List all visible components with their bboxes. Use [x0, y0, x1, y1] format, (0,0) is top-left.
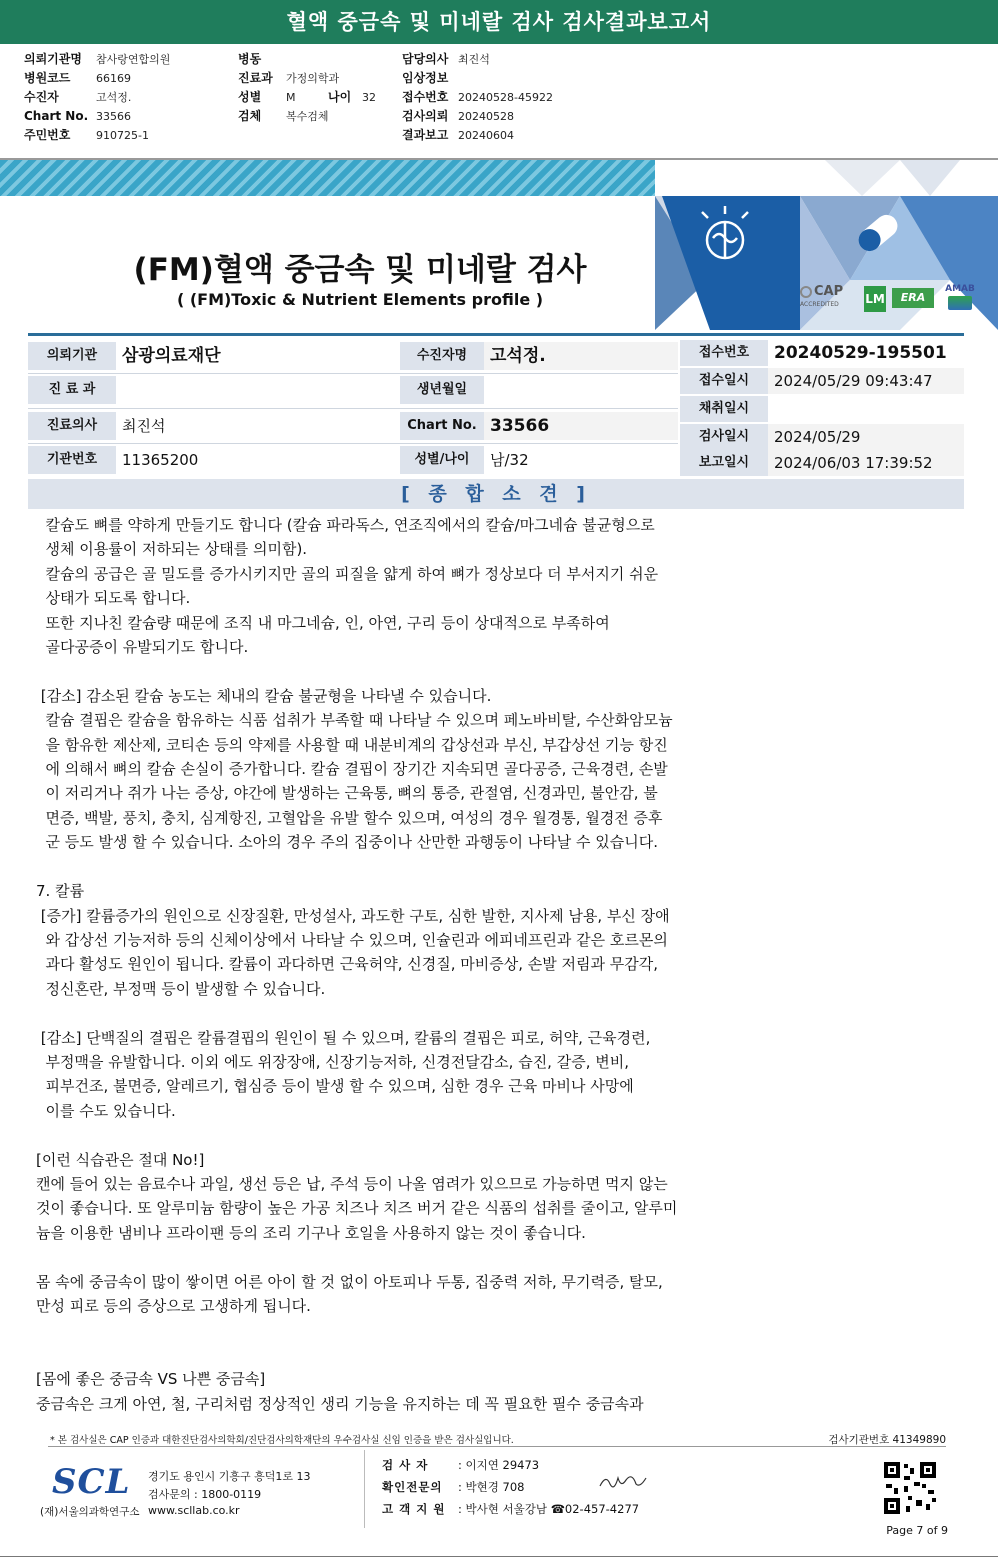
staff-row — [382, 1498, 639, 1520]
info-value: 20240528 — [458, 110, 514, 123]
label-doctor: 진료의사 — [28, 412, 116, 440]
summary-line: 것이 좋습니다. 또 알루미늄 함량이 높은 가공 치즈나 치즈 버거 같은 식품의 섭취를 줄이고, 알루미 — [36, 1199, 678, 1218]
summary-line — [36, 1318, 756, 1342]
info-row — [238, 69, 376, 88]
info-key: 검체 — [238, 109, 262, 123]
info-key: 주민번호 — [24, 128, 71, 142]
staff-role: 확인전문의 — [382, 1480, 443, 1494]
info-row — [402, 88, 553, 107]
info-value: 복수검체 — [286, 110, 329, 123]
staff-value: : 이지연 29473 — [458, 1458, 540, 1472]
value-receipt: 20240529-195501 — [774, 343, 947, 363]
info-row — [402, 69, 553, 88]
summary-line: [이런 식습관은 절대 No!] — [36, 1150, 205, 1169]
amab-logo: AMAB — [940, 284, 980, 312]
info-key: 의뢰기관명 — [24, 52, 82, 66]
qr-code-icon[interactable] — [882, 1460, 938, 1516]
info-row — [24, 88, 170, 107]
summary-line: 와 갑상선 기능저하 등의 신체이상에서 나타날 수 있으며, 인슐린과 에피네프린과 같은 호르몬의 — [36, 930, 668, 949]
lab-website[interactable]: www.scllab.co.kr — [148, 1504, 240, 1517]
lab-name: (재)서울의과학연구소 — [40, 1506, 140, 1518]
value-dob — [484, 376, 678, 404]
summary-line — [36, 1343, 756, 1367]
summary-heading: [ 종 합 소 견 ] — [28, 479, 964, 509]
summary-line: [감소] 감소된 칼슘 농도는 체내의 칼슘 불균형을 나타낼 수 있습니다. — [36, 686, 492, 705]
report-banner: 혈액 중금속 및 미네랄 검사 검사결과보고서 — [0, 0, 998, 44]
patient-info-col-3 — [402, 50, 553, 145]
label-institution: 의뢰기관 — [28, 342, 116, 370]
value-dept — [116, 376, 396, 404]
summary-line: 을 함유한 제산제, 코티손 등의 약제를 사용할 때 내분비계의 갑상선과 부신, 부갑상선 기능 항진 — [36, 735, 668, 754]
info-value — [286, 50, 290, 69]
info-key: 수진자 — [24, 90, 59, 104]
cap-logo: CAP ACCREDITED — [800, 284, 844, 308]
page-footer — [0, 1432, 998, 1564]
value-institution: 삼광의료재단 — [122, 346, 221, 366]
label-collect: 채취일시 — [680, 396, 768, 422]
info-value: 33566 — [96, 110, 131, 123]
value-collect — [768, 396, 964, 422]
info-key: 접수번호 — [402, 90, 449, 104]
summary-line: 상태가 되도록 합니다. — [36, 589, 191, 608]
summary-line — [36, 659, 756, 683]
info-key: 병동 — [238, 52, 262, 66]
value-receipt-date: 2024/05/29 09:43:47 — [768, 368, 964, 394]
label-receipt: 접수번호 — [680, 340, 768, 366]
summary-line: 이를 수도 있습니다. — [36, 1101, 176, 1120]
info-key: 결과보고 — [402, 128, 449, 142]
summary-line: 7. 칼륨 — [36, 882, 85, 901]
address-line: 경기도 용인시 기흥구 흥덕1로 13 — [148, 1470, 311, 1483]
value-report: 2024/06/03 17:39:52 — [768, 450, 964, 476]
info-value: 20240604 — [458, 129, 514, 142]
info-row — [24, 107, 170, 126]
staff-value: : 박현경 708 — [458, 1480, 525, 1494]
value-inst-no: 11365200 — [122, 451, 199, 469]
info-value: 최진석 — [458, 53, 490, 66]
lab-address — [148, 1468, 311, 1504]
patient-info-col-2 — [238, 50, 376, 126]
info-value: 32 — [362, 91, 376, 104]
summary-line: 칼슘의 공급은 골 밀도를 증가시키지만 골의 피질을 얇게 하여 뼈가 정상보다 더 부서지기 쉬운 — [36, 564, 659, 583]
summary-line: 이 저리거나 쥐가 나는 증상, 야간에 발생하는 근육통, 뼈의 통증, 관절염, 신경과민, 불안감, 불 — [36, 784, 658, 803]
lm-logo: LM — [864, 286, 886, 312]
signature — [598, 1472, 648, 1492]
info-value: 가정의학과 — [286, 72, 340, 85]
info-row — [24, 50, 170, 69]
summary-line: 중금속은 크게 아연, 철, 구리처럼 정상적인 생리 기능을 유지하는 데 꼭 필요한 필수 중금속과 — [36, 1394, 644, 1413]
summary-body — [36, 513, 756, 1416]
summary-line — [36, 855, 756, 879]
summary-line: 면증, 백발, 풍치, 충치, 심계항진, 고혈압을 유발 할수 있으며, 여성의 경우 월경통, 월경전 증후 — [36, 808, 663, 827]
label-patient: 수진자명 — [400, 342, 484, 370]
label-chart: Chart No. — [400, 412, 484, 440]
accreditation-note: * 본 검사실은 CAP 인증과 대한진단검사의학회/진단검사의학재단의 우수검사실 신임 인증을 받은 검사실입니다. — [50, 1435, 514, 1446]
info-row — [238, 50, 376, 69]
info-row — [238, 88, 376, 107]
info-key: 나이 — [328, 90, 352, 104]
summary-line: 또한 지나친 칼슘량 때문에 조직 내 마그네슘, 인, 아연, 구리 등이 상대적으로 부족하여 — [36, 613, 610, 632]
lab-institution-number: 검사기관번호 41349890 — [828, 1434, 946, 1446]
summary-line: 캔에 들어 있는 음료수나 과일, 생선 등은 납, 주석 등이 나올 염려가 있으므로 가능하면 먹지 않는 — [36, 1174, 668, 1193]
info-value: 910725-1 — [96, 129, 149, 142]
summary-line: 만성 피로 등의 증상으로 고생하게 됩니다. — [36, 1297, 311, 1315]
info-key: 진료과 — [238, 71, 273, 85]
info-value: M — [286, 91, 296, 104]
summary-line — [36, 1245, 756, 1269]
summary-line: 칼슘 결핍은 칼슘을 함유하는 식품 섭취가 부족할 때 나타날 수 있으며 페노바비탈, 수산화암모늄 — [36, 711, 673, 730]
info-row — [24, 69, 170, 88]
summary-line: 에 의해서 뼈의 칼슘 손실이 증가합니다. 칼슘 결핍이 장기간 지속되면 골다공증, 근육경련, 손발 — [36, 760, 668, 779]
summary-line: 부정맥을 유발합니다. 이외 에도 위장장애, 신장기능저하, 신경전달감소, 습진, 갈증, 변비, — [36, 1052, 629, 1071]
staff-value: : 박사현 서울강남 ☎02-457-4277 — [458, 1502, 640, 1516]
summary-line: 늄을 이용한 냄비나 프라이팬 등의 조리 기구나 호일을 사용하지 않는 것이 좋습니다. — [36, 1223, 586, 1242]
summary-line: [증가] 칼륨증가의 원인으로 신장질환, 만성설사, 과도한 구토, 심한 발한, 지사제 남용, 부신 장애 — [36, 906, 670, 925]
label-receipt-date: 접수일시 — [680, 368, 768, 394]
info-key: 성별 — [238, 90, 262, 104]
info-row — [402, 126, 553, 145]
page-title: (FM)혈액 중금속 및 미네랄 검사 — [133, 252, 587, 288]
summary-line: [감소] 단백질의 결핍은 칼륨결핍의 원인이 될 수 있으며, 칼륨의 결핍은 피로, 허약, 근육경련, — [36, 1028, 651, 1047]
patient-info-table — [28, 333, 964, 475]
summary-line: [몸에 좋은 중금속 VS 나쁜 중금속] — [36, 1370, 266, 1389]
info-key: 담당의사 — [402, 52, 449, 66]
summary-line: 피부건조, 불면증, 알레르기, 협심증 등이 발생 할 수 있으며, 심한 경우 근육 마비나 사망에 — [36, 1077, 634, 1096]
staff-role: 검 사 자 — [382, 1458, 429, 1472]
summary-line: 과다 활성도 원인이 됩니다. 칼륨이 과다하면 근육허약, 신경질, 마비증상, 손발 저림과 무감각, — [36, 955, 658, 974]
info-key: 임상정보 — [402, 71, 449, 85]
info-value — [458, 69, 462, 88]
label-dob: 생년월일 — [400, 376, 484, 404]
info-row — [402, 107, 553, 126]
info-row — [24, 126, 170, 145]
label-test: 검사일시 — [680, 424, 768, 450]
info-row — [238, 107, 376, 126]
page-subtitle: ( (FM)Toxic & Nutrient Elements profile ) — [176, 290, 544, 309]
value-doctor: 최진석 — [122, 417, 166, 435]
patient-info-header — [0, 44, 998, 160]
page-number: Page 7 of 9 — [886, 1524, 948, 1537]
info-value: 20240528-45922 — [458, 91, 553, 104]
summary-line: 몸 속에 중금속이 많이 쌓이면 어른 아이 할 것 없이 아토피나 두통, 집중력 저하, 무기력증, 탈모, — [36, 1272, 663, 1291]
staff-role: 고 객 지 원 — [382, 1502, 446, 1516]
summary-line: 군 등도 발생 할 수 있습니다. 소아의 경우 주의 집중이나 산만한 과행동이 나타날 수 있습니다. — [36, 833, 658, 852]
info-row — [402, 50, 553, 69]
summary-line: 정신혼란, 부정맥 등이 발생할 수 있습니다. — [36, 979, 326, 998]
label-sexage: 성별/나이 — [400, 446, 484, 474]
value-sexage: 남/32 — [490, 451, 529, 469]
info-value: 참사랑연합의원 — [96, 53, 171, 66]
value-patient: 고석정. — [484, 342, 678, 370]
summary-line: 칼슘도 뼈를 약하게 만들기도 합니다 (칼슘 파라독스, 연조직에서의 칼슘/마그네슘 불균형으로 — [36, 516, 655, 534]
summary-line — [36, 1001, 756, 1025]
label-dept: 진 료 과 — [28, 376, 116, 404]
info-value: 고석정. — [96, 91, 132, 104]
patient-info-col-1 — [24, 50, 170, 145]
summary-line — [36, 1123, 756, 1147]
info-key: 병원코드 — [24, 71, 71, 85]
scl-logo: SCL — [52, 1462, 131, 1502]
era-logo: ERA — [892, 288, 934, 308]
value-chart: 33566 — [484, 412, 678, 440]
summary-line: 골다공증이 유발되기도 합니다. — [36, 638, 249, 657]
label-report: 보고일시 — [680, 450, 768, 476]
info-value: 66169 — [96, 72, 131, 85]
accreditation-logos — [798, 282, 998, 316]
contact-line: 검사문의 : 1800-0119 — [148, 1488, 262, 1501]
value-test: 2024/05/29 — [768, 424, 964, 450]
info-key: 검사의뢰 — [402, 109, 449, 123]
summary-line: 생체 이용률이 저하되는 상태를 의미함). — [36, 540, 308, 559]
info-key: Chart No. — [24, 109, 89, 123]
label-inst-no: 기관번호 — [28, 446, 116, 474]
